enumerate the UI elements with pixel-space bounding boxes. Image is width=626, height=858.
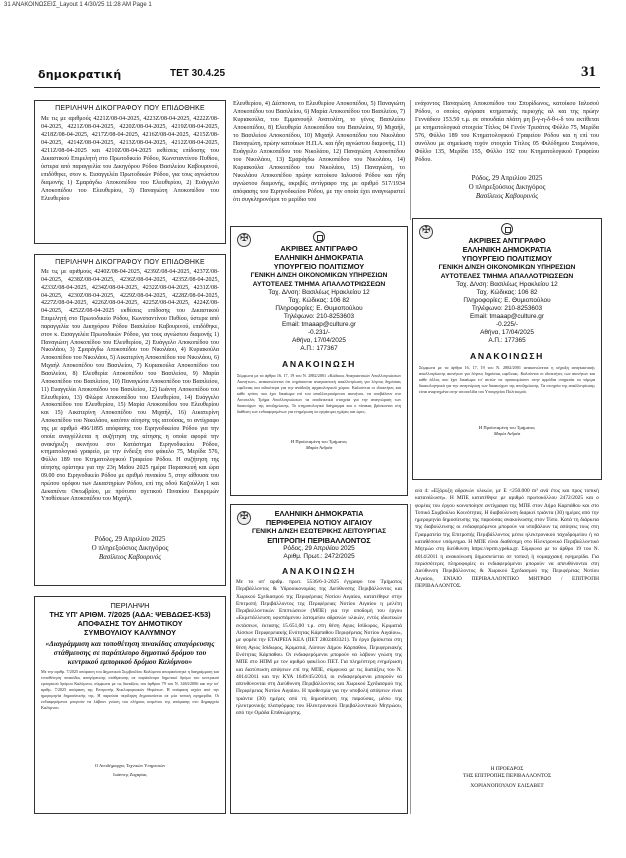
notice-continuation-middle — [230, 100, 408, 220]
stamp-icon — [237, 233, 251, 247]
continuation-body: α/α 4: «Εξόρυξη αδρανών υλικών, με Ε <250.000 m³ ανά έτος και προς τοπική κατανάλωση». Η ΜΠΕ κατατέθηκε με αριθμό πρωτοκόλλου 2472/2025 και ο φορέας του έργου κοινοποίησε αντίγραφα της ΜΠΕ στον Δήμο Καρπάθου και στο Τοπικό Συμβούλιο Κοινότητας. Η διαβούλευση διαρκεί τριάντα (30) ημέρες από την ημερομηνία δημοσίευσης της παρούσας ανακοίνωσης στον Τύπο. Κατά τη διάρκεια της διαβούλευσης οι ενδιαφερόμενοι μπορούν να υποβάλουν τις απόψεις τους στη Γραμματεία της Επιτροπής Περιβάλλοντος μέσω ηλεκτρονικού ταχυδρομείου ή να καταθέσουν υπόμνημα. Η ΜΠΕ είναι διαθέσιμη στο Ηλεκτρονικό Περιβαλλοντικό Μητρώο στη διεύθυνση https://eprm.ypeka.gr. Σύμφωνα με το άρθρο 19 του Ν. 4014/2011 η ανακοίνωση δημοσιεύεται σε τοπική ή νομαρχιακή εφημερίδα. Για περισσότερες πληροφορίες οι ενδιαφερόμενοι μπορούν να απευθύνονται στη Διεύθυνση Περιβάλλοντος & Χωρικού Σχεδιασμού της Περιφέρειας Νοτίου Αιγαίου, ΕΝΙΑΙΟ ΠΕΡΙΒΑΛΛΟΝΤΙΚΟ ΜΗΤΡΩΟ / ΕΠΙΤΡΟΠΗ ΠΕΡΙΒΑΛΛΟΝΤΟΣ. — [415, 488, 599, 589]
summary-body: Με την αριθμ. 7/2025 απόφαση του Δημοτικού Συμβουλίου Καλύμνου αποφασίστηκε η διαγράμμιση και τοποθέτηση πινακίδας απαγόρευσης στάθμευσης σε παράπλευρο δημοτικό δρόμο του κεντρικού εμπορικού δρόμου Καλύμνου, σύμφωνα με τις διατάξεις του άρθρου 79 του Ν. 3463/2006 και την υπ' αριθμ. 7/2025 απόφαση της Επιτροπής Κυκλοφοριακών Θεμάτων. Η απόφαση ισχύει από την ημερομηνία δημοσίευσής της. Η παρούσα περίληψη δημοσιεύεται σε μία τοπική εφημερίδα. Οι ενδιαφερόμενοι μπορούν να λάβουν γνώση του πλήρους κειμένου της απόφασης στο Δημαρχείο Καλύμνου. — [41, 669, 219, 710]
signature-name: Ιωάννης Ζαχαρίας — [113, 772, 147, 777]
notice-body: Με τις με αριθμούς 4221Ζ/08-04-2025, 4223Ζ/08-04-2025, 4222Ζ/08-04-2025, 4221Ζ/08-04-2025, 4220Ζ/08-04-2025, 4219Ζ/08-04-2025, 4218Ζ/08-04-2025, 4217Ζ/08-04-2025, 4216Ζ/08-04-2025, 4215Ζ/08-04-2025, 4214Ζ/08-04-2025, 4213Ζ/08-04-2025, 4212Ζ/08-04-2025, 4211Ζ/08-04-2025 και 4210Ζ/08-04-2025 εκθέσεις επίδοσης του Δικαστικού Επιμελητή στο Πρωτοδικείο Ρόδου, Κωνσταντίνου Πυθίου, ύστερα από παραγγελία του Δικηγόρου Ρόδου Βασιλείου Καβουρινού, επιδόθηκε, στον κ. Εισαγγελέα Πρωτοδικών Ρόδου, για τους αγνώστου διαμονής 1) Σμαράγδω Αποκοπέδου του Ελευθερίου, 2) Ευάγγελο Αποκοπέδου του Ελευθερίου, 3) Παναγιώτη Αποκοπέδου του Ελευθερίου — [41, 116, 219, 202]
signature-role: Ο πληρεξούσιος Δικηγόρος — [468, 183, 546, 191]
doc-date: Αθήνα, 17/04/2025 — [292, 337, 346, 344]
greek-seal-icon — [501, 223, 513, 235]
notice-title: ΠΕΡΙΛΗΨΗ ΔΙΚΟΓΡΑΦΟΥ ΠΟΥ ΕΠΙΔΟΘΗΚΕ — [55, 259, 205, 266]
announcement-heading: ΑΝΑΚΟΙΝΩΣΗ — [282, 566, 356, 576]
region-announcement-continuation — [412, 488, 602, 814]
email: Email: tmaaap@culture.gr — [470, 313, 544, 320]
info-contact: Πληροφορίες: Ε. Θυμιοπούλου — [463, 297, 551, 304]
announcement-body: Σύμφωνα με τα άρθρα 16, 17, 19 του Ν. 2882/2001 «Κώδικας Αναγκαστικών Απαλλοτριώσεων Ακινήτων», ανακοινώνεται ότι κηρύσσεται αναγκαστική απαλλοτρίωση για λόγους δημόσιας ωφέλειας και ειδικότερα για την ανάδειξη αρχαιολογικού χώρου. Καλούνται οι ιδιοκτήτες και κάθε τρίτος που έχει δικαίωμα επί του απαλλοτριούμενου ακινήτου, να υποβάλουν στο Αυτοτελές Τμήμα Απαλλοτριώσεων τα αποδεικτικά στοιχεία για την αναγνώριση των δικαιούχων της αποζημίωσης. Το κτηματολογικό διάγραμμα και ο πίνακας βρίσκονται στη διάθεση των ενδιαφερομένων για ενημέρωση σε εργάσιμες ημέρες και ώρες. — [237, 373, 401, 414]
ministry-label: ΥΠΟΥΡΓΕΙΟ ΠΟΛΙΤΙΣΜΟΥ — [273, 262, 365, 271]
newspaper-brand: δημοκρατική — [38, 68, 122, 81]
ministry-announcement-b — [412, 218, 602, 480]
signature-role: Η Προϊσταμένη του Τμήματος — [478, 425, 536, 430]
summary-subject: «Διαγράμμιση και τοποθέτηση πινακίδας απαγόρευσης στάθμευσης σε παράπλευρο δημοτικό δρόμου του κεντρικού εμπορικού δρόμου Καλύμνου» — [45, 639, 215, 666]
doc-date: Αθήνα, 17/04/2025 — [480, 329, 534, 336]
notice-continuation-right — [412, 100, 602, 212]
address: Ταχ. Δ/νση: Βασιλέως Ηρακλείου 12 — [456, 281, 558, 288]
ministry-announcement-a — [230, 226, 408, 496]
notice-body: Με τις με αριθμούς 4240Ζ/08-04-2025, 4239Ζ/08-04-2025, 4237Ζ/08-04-2025, 4238Ζ/08-04-2025, 4236Ζ/08-04-2025, 4235Ζ/08-04-2025, 4233Ζ/08-04-2025, 4234Ζ/08-04-2025, 4232Ζ/08-04-2025, 4231Ζ/08-04-2025, 4230Ζ/08-04-2025, 4229Ζ/08-04-2025, 4228Ζ/08-04-2025, 4227Ζ/08-04-2025, 4226Ζ/08-04-2025, 4225Ζ/08-04-2025, 4224Ζ/08-04-2025, 4252Ζ/08-04-2025 εκθέσεις επίδοσης του Δικαστικού Επιμελητή στο Πρωτοδικείο Ρόδου, Κωνσταντίνου Πυθίου, ύστερα από παραγγελία του Δικηγόρου Ρόδου Βασιλείου Καβουρινού, επιδόθηκε, στον κ. Εισαγγελέα Πρωτοδικών Ρόδου, για τους αγνώστου διαμονής 1) Παναγιώτη Αποκοπέδου του Ελευθερίου, 2) Ευάγγελο Αποκοπέδου του Νικολάου, 3) Σμαράγδω Αποκοπέδου του Νικολάου, 4) Κυριακούλα Αποκοπέδου του Νικολάου, 5) Αικατερίνη Αποκοπέδου του Νικολάου, 6) Μιχαήλ Αποκοπέδου του Βασιλείου, 7) Κυριακούλα Αποκοπέδου του Βασιλείου, 8) Ελευθερία Αποκοπέδου του Βασιλείου, 9) Μαρία Αποκοπέδου του Βασιλείου, 10) Παναγιώτα Αποκοπέδου του Βασιλείου, 11) Ευαγγελία Αποκοπέδου του Βασιλείου, 12) Ιωάννη Αποκοπέδου του Ελευθερίου, 13) Φλώρα Αποκοπέδου του Ελευθερίου, 14) Ευάγγελο Αποκοπέδου του Ελευθερίου, 15) Μαρία Αποκοπέδου του Ελευθερίου και 15) Αικατερίνη Αποκοπέδου του Μιχαήλ, 16) Αικατερίνη Αποκοπέδου του Νικολάου, κατόπιν αίτησης της αιτούσας, το αντίγραφο της με αριθμό 496/1895 απόφασης του Ειρηνοδικείου Ρόδου για την οποία αναγγέλλεται η συζήτηση της αίτησης η οποία αφορά την ανακήρυξη ακινήτου στο Κατάστημα Ειρηνοδικείου Ρόδου, κτηματολογικό γραφείο, με την ένδειξη στο φάκελο 75, Μερίδα 576, Φύλλο 189 του Κτηματολογικού Γραφείου Ρόδου. Η συζήτηση της αίτησης ορίστηκε για την 23η Μαΐου 2025 ημέρα Παρασκευή και ώρα 09.00 στο Ειρηνοδικείο Ρόδου με αριθμό πινακίου 5, στην αίθουσα του πρώτου ορόφου των Δικαστηρίων Ρόδου, επί της οδού Καζούλλη 1 και Δεκαπέντε Οκτωβρίου, με πρότυπο σχετικού Πινακίου Εκκρεμών Υποθέσεων Αποκοπέδου του Μιχαήλ. — [41, 269, 219, 503]
issue-date: ΤΕΤ 30.4.25 — [170, 68, 226, 79]
address: Ταχ. Δ/νση: Βασιλέως Ηρακλείου 12 — [268, 289, 370, 296]
notice-signature — [35, 535, 225, 562]
reference: -0.231/- — [307, 329, 331, 336]
doc-date: Ρόδος, 29 Απριλίου 2025 — [283, 545, 355, 552]
directorate-label: ΓΕΝΙΚΗ Δ/ΝΣΗ ΟΙΚΟΝΟΜΙΚΩΝ ΥΠΗΡΕΣΙΩΝ — [438, 264, 576, 271]
summary-subtitle-2: ΑΠΟΦΑΣΗΣ ΤΟΥ ΔΗΜΟΤΙΚΟΥ — [77, 619, 183, 628]
phone: Τηλέφωνο: 210-8253603 — [471, 305, 543, 312]
signature-role: Η ΠΡΟΕΔΡΟΣ — [490, 766, 524, 772]
region-announcement — [230, 504, 408, 814]
signature-role: Η Προϊσταμένη του Τμήματος — [290, 439, 348, 444]
announcement-body: Σύμφωνα με τα άρθρα 16, 17, 19 του Ν. 2882/2001 ανακοινώνεται η κήρυξη αναγκαστικής απαλλοτρίωσης ακινήτων για λόγους δημόσιας ωφέλειας. Καλούνται οι ιδιοκτήτες των ακινήτων και κάθε άλλος που έχει δικαίωμα επ' αυτών να προσκομίσουν στην αρμόδια υπηρεσία τα νόμιμα δικαιολογητικά για την αναγνώριση των δικαιούχων της αποζημίωσης. Τα στοιχεία της απαλλοτρίωσης είναι αναρτημένα στην ιστοσελίδα του Υπουργείου Πολιτισμού. — [419, 365, 595, 394]
department-label: ΑΥΤΟΤΕΛΕΣ ΤΜΗΜΑ ΑΠΑΛΛΟΤΡΙΩΣΕΩΝ — [252, 281, 386, 288]
signature-name: ΧΟΡΙΑΝΟΠΟΥΛΟΥ ΕΛΙΣΑΒΕΤ — [470, 783, 544, 789]
email: Email: tmaaap@culture.gr — [282, 321, 356, 328]
summary-subtitle-1: ΤΗΣ ΥΠ' ΑΡΙΘΜ. 7/2025 (ΑΔΑ: ΨΕΒΔΩΕΣ-Κ53) — [49, 610, 211, 619]
copy-label: ΑΚΡΙΒΕΣ ΑΝΤΙΓΡΑΦΟ — [468, 236, 546, 245]
info-contact: Πληροφορίες: Ε. Θυμιοπούλου — [275, 305, 363, 312]
signature-place-date: Ρόδος, 29 Απριλίου 2025 — [94, 535, 166, 543]
protocol-number: Αριθμ. Πρωτ.: 2472/2025 — [283, 553, 355, 560]
continuation-signature — [412, 766, 602, 790]
postal-code: Ταχ. Κώδικας: 106 82 — [476, 289, 538, 296]
announcement-heading: ΑΝΑΚΟΙΝΩΣΗ — [282, 359, 356, 369]
notice-served-document-1 — [34, 100, 226, 244]
region-label: ΠΕΡΙΦΕΡΕΙΑ ΝΟΤΙΟΥ ΑΙΓΑΙΟΥ — [265, 518, 373, 527]
announcement-signature — [413, 425, 601, 437]
department-label: ΑΥΤΟΤΕΛΕΣ ΤΜΗΜΑ ΑΠΑΛΛΟΤΡΙΩΣΕΩΝ — [440, 273, 574, 280]
signature-name: Βασίλειος Καβουρινός — [475, 192, 539, 200]
signature-name: Μαρία Ανδρέα — [305, 445, 333, 450]
column-divider — [410, 100, 411, 220]
crop-line: 31 ΑΝΑΚΟΙΝΩΣΕΙΣ_Layout 1 4/30/25 11:28 AM Page 1 — [4, 2, 152, 8]
summary-signature — [35, 763, 225, 778]
reference: -0.225/- — [495, 321, 519, 328]
copy-label: ΑΚΡΙΒΕΣ ΑΝΤΙΓΡΑΦΟ — [280, 244, 358, 253]
notice-served-document-2 — [34, 254, 226, 586]
phone: Τηλέφωνο: 210-8253603 — [283, 313, 355, 320]
summary-subtitle-3: ΣΥΜΒΟΥΛΙΟΥ ΚΑΛΥΜΝΟΥ — [84, 628, 176, 637]
signature-name: Μαρία Ανδρέα — [493, 431, 521, 436]
ministry-label: ΥΠΟΥΡΓΕΙΟ ΠΟΛΙΤΙΣΜΟΥ — [461, 254, 553, 263]
signature-name: Βασίλειος Καβουρινός — [98, 553, 162, 561]
stamp-icon — [237, 511, 251, 525]
page-number: 31 — [581, 64, 596, 80]
greek-seal-icon — [313, 231, 325, 243]
protocol-number: Α.Π.: 177365 — [488, 337, 526, 344]
continuation-body: ενάγοντος Παναγιώτη Αποκοπέδου του Σπυρίδωνος, κατοίκου Ιαλυσού Ρόδου, ο οποίος αγόρασε κτηματικής περιοχής αλ και της πρώην Γεννάδιου 153.50 τ.μ. σε σπουδαία πλάτη μη β-γ-η-δ-θ-ι-δ του εκτίθεται με κτηματολογικά στοιχεία Τίτλος 04 Γενόν Τρισάτος Φύλλο 75, Μερίδα 576, Φύλλο 189 του Κτηματολογικού Γραφείου Ρόδου και η επί του συνόλου με σημείωση τυχόν στοιχεία Τίτλος 05 Φιλόδημου Σταμόνιου, Φύλλο 135, Μερίδα 155, Φύλλο 192 του Κτηματολογικού Γραφείου Ρόδου. — [415, 101, 599, 163]
signature-role: Ο Αντιδήμαρχος Τεχνικών Υπηρεσιών — [94, 763, 166, 768]
notice-title: ΠΕΡΙΛΗΨΗ ΔΙΚΟΓΡΑΦΟΥ ΠΟΥ ΕΠΙΔΟΘΗΚΕ — [55, 105, 205, 112]
continuation-signature — [412, 174, 602, 201]
announcement-body: Με το υπ' αριθμ. πρωτ. 5536/6-3-2025 έγγραφο του Τμήματος Περιβάλλοντος & Υδροοικονομίας της Διεύθυνσης Περιβάλλοντος και Χωρικού Σχεδιασμού της Περιφέρειας Νοτίου Αιγαίου, κατατέθηκε στην Επιτροπή Περιβάλλοντος της Περιφέρειας Νοτίου Αιγαίου η μελέτη Περιβαλλοντικών Επιπτώσεων (ΜΠΕ) για την υποδομή του έργου «Εκμετάλλευση υφιστάμενου λατομείου αδρανών υλικών, εντός ιδιωτικών εκτάσεων, έκτασης 15.651,00 τ.μ. στη θέση Αγιος Ισίδωρος, Κριματιά Λίσσων Περιφερειακής Ενότητας Κάρπαθου Περιφέρειας Νοτίου Αιγαίου», με φορέα την ΕΤΑΙΡΕΙΑ ΚΕΛ (ΠΕΤ 2802483321). Το έργο βρίσκεται στη θέση Αγιος Ισίδωρος, Κριματιά, Λίσσων Δήμου Κάρπαθου, Περιφερειακής Ενότητας Κάρπαθου. Οι ενδιαφερόμενοι μπορούν να λάβουν γνώση της ΜΠΕ στο ΗΠΜ με τον αριθμό φακέλου ΠΕΤ. Για πληρέστερη ενημέρωση και διατύπωση απόψεων επί της ΜΠΕ, σύμφωνα με τις διατάξεις του Ν. 4014/2011 και την ΚΥΑ 1649/45/2014, οι ενδιαφερόμενοι μπορούν να απευθύνονται στη Διεύθυνση Περιβάλλοντος και Χωρικού Σχεδιασμού της Περιφέρειας Νοτίου Αιγαίου. Η προθεσμία για την υποβολή απόψεων είναι τριάντα (30) ημέρες από τη δημοσίευση της παρούσας, μέσω της ηλεκτρονικής πλατφόρμας του Ηλεκτρονικού Περιβαλλοντικού Μητρώου, από την Ομάδα Επιθεώρησης. — [236, 579, 402, 717]
republic-label: ΕΛΛΗΝΙΚΗ ΔΗΜΟΚΡΑΤΙΑ — [274, 509, 364, 518]
signature-role-committee: ΤΗΣ ΕΠΙΤΡΟΠΗΣ ΠΕΡΙΒΑΛΛΟΝΤΟΣ — [462, 773, 552, 779]
protocol-number: Α.Π.: 177367 — [300, 345, 338, 352]
page-header — [34, 66, 600, 88]
republic-label: ΕΛΛΗΝΙΚΗ ΔΗΜΟΚΡΑΤΙΑ — [274, 253, 364, 262]
postal-code: Ταχ. Κώδικας: 106 82 — [288, 297, 350, 304]
summary-title: ΠΕΡΙΛΗΨΗ — [110, 601, 150, 610]
municipal-decision-summary — [34, 596, 226, 814]
directorate-label: ΓΕΝΙΚΗ Δ/ΝΣΗ ΟΙΚΟΝΟΜΙΚΩΝ ΥΠΗΡΕΣΙΩΝ — [250, 272, 388, 279]
committee-label: ΕΠΙΤΡΟΠΗ ΠΕΡΙΒΑΛΛΟΝΤΟΣ — [267, 536, 371, 545]
announcement-heading: ΑΝΑΚΟΙΝΩΣΗ — [470, 351, 544, 361]
column-divider — [410, 504, 411, 814]
directorate-label: ΓΕΝΙΚΗ Δ/ΝΣΗ ΕΣΩΤΕΡΙΚΗΣ ΛΕΙΤΟΥΡΓΙΑΣ — [251, 528, 387, 535]
continuation-body: Ελευθερίου, 4) Δέσποινα, το Ελευθερίου Αποκοπέδου, 5) Παναγιώτη Αποκοπέδου του Βασιλείου, 6) Μαρία Αποκοπέδου του Βασιλείου, 7) Κυριακούλα, του Εμμανουήλ Ανατολίτη, το γένος Βασιλείου Αποκοπέδου, 8) Ελευθερία Αποκοπέδου του Βασιλείου, 9) Μιχαήλ, το Βασιλείου Αποκοπέδου, 10) Μιχαήλ Αποκοπέδου του Νικολάου Παναγιώτη, πρώην κατοίκων Η.Π.Α. και ήδη αγνώστου διαμονής, 11) Ευάγγελο Αποκοπέδου του Νικολάου, 12) Παναγιώτη Αποκοπέδου του Νικολάου, 13) Σμαράγδω Αποκοπέδου του Νικολάου, 14) Κυριακούλα Αποκοπέδου του Νικολάου, 15) Παναγιώτη, το Νικολάου Αποκοπέδου πρώην κατοίκου Ιαλυσού Ρόδου και ήδη αγνώστου διαμονής, ακριβές αντίγραφο της με αριθμό 517/1934 απόφασης του Ειρηνοδικείου Ρόδου, με την οποία έχει αναγνωριστεί ότι συγκληρονόμοι το μερίδιο του — [233, 101, 405, 203]
signature-place-date: Ρόδος, 29 Απριλίου 2025 — [471, 174, 543, 182]
stamp-icon — [419, 225, 433, 239]
republic-label: ΕΛΛΗΝΙΚΗ ΔΗΜΟΚΡΑΤΙΑ — [462, 245, 552, 254]
signature-role: Ο πληρεξούσιος Δικηγόρος — [91, 544, 169, 552]
announcement-signature — [231, 439, 407, 451]
